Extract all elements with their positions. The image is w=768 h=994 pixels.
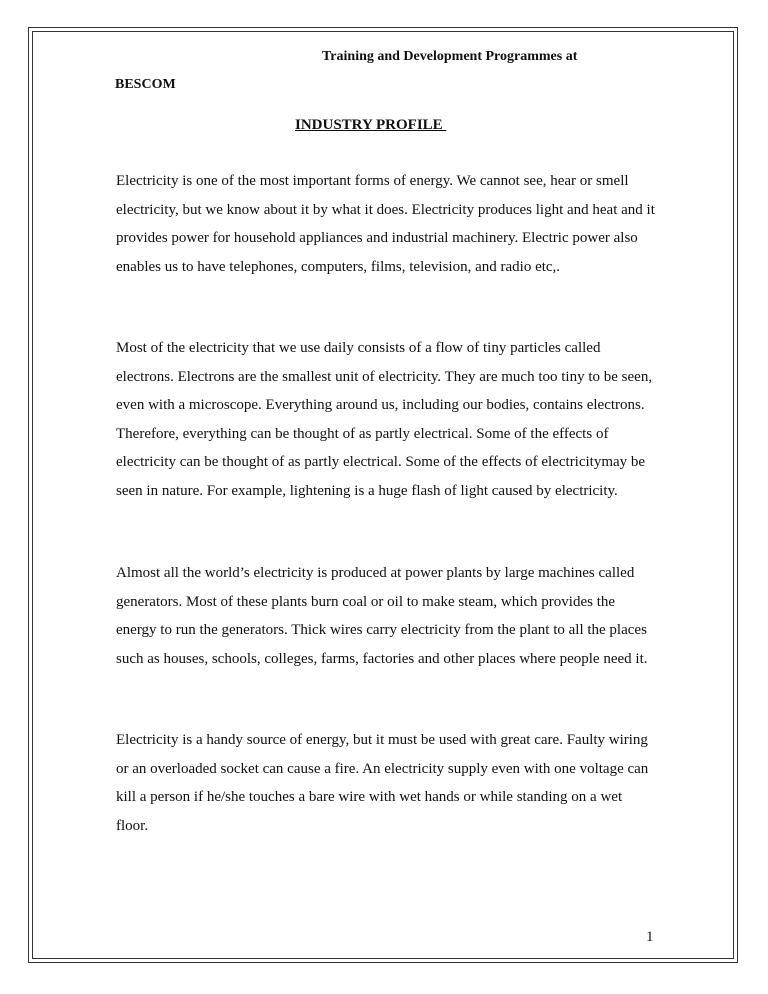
header-organization: BESCOM (115, 77, 176, 92)
page-number: 1 (646, 929, 654, 945)
paragraph-electrons: Most of the electricity that we use daily consists of a flow of tiny particles called electrons. Electrons are the smallest unit of electricity. They are much too tiny to be seen, even with a microscope. Everything around us, including our bodies, contains electrons. Therefore, everything can be thought of as partly electrical. Some of the effects of electricity can be thought of as partly electrical. Some of the effects of electricitymay be seen in nature. For example, lightening is a huge flash of light caused by electricity. (116, 340, 653, 499)
header-title: Training and Development Programmes at (322, 49, 578, 64)
paragraph-electricity-intro: Electricity is one of the most important forms of energy. We cannot see, hear or smell electricity, but we know about it by what it does. Electricity produces light and heat and it provides power for household appliances and industrial machinery. Electric power also enables us to have telephones, computers, films, television, and radio etc,. (116, 173, 655, 275)
section-title: INDUSTRY PROFILE (295, 117, 447, 133)
paragraph-safety: Electricity is a handy source of energy, but it must be used with great care. Faulty wiring or an overloaded socket can cause a fire. An electricity supply even with one voltage can kill a person if he/she touches a bare wire with wet hands or while standing on a wet floor. (116, 732, 649, 834)
paragraph-power-plants: Almost all the world’s electricity is produced at power plants by large machines called generators. Most of these plants burn coal or oil to make steam, which provides the energy to run the generators. Thick wires carry electricity from the plant to all the places such as houses, schools, colleges, farms, factories and other places where people need it. (116, 565, 648, 667)
